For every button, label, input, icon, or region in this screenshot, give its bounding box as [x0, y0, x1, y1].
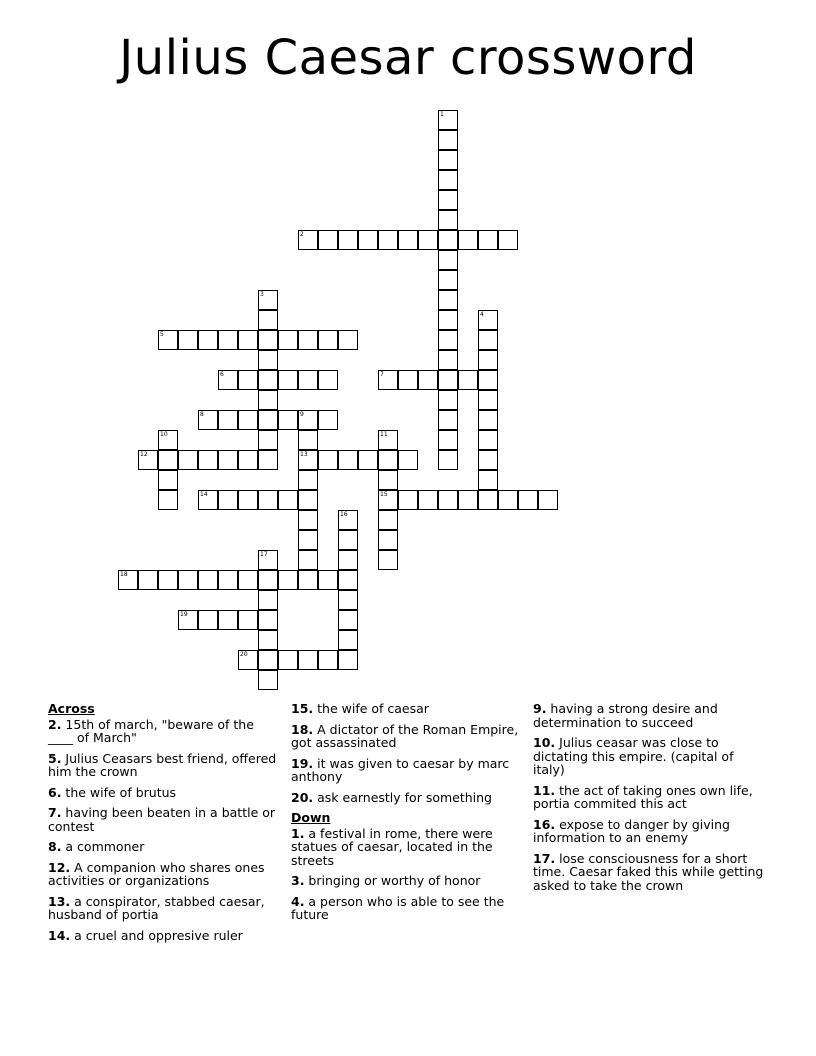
grid-cell[interactable] [438, 310, 458, 330]
cell-number: 3 [260, 291, 264, 298]
clue-item [291, 723, 523, 750]
grid-cell[interactable] [378, 450, 398, 470]
grid-cell[interactable] [218, 450, 238, 470]
cell-number: 2 [300, 231, 304, 238]
grid-cell[interactable] [478, 390, 498, 410]
clue-item [291, 874, 523, 888]
cell-number: 12 [140, 451, 148, 458]
clue-item [48, 861, 278, 888]
clue-text: a cruel and oppresive ruler [70, 927, 243, 943]
grid-cell[interactable] [438, 430, 458, 450]
cell-number: 14 [200, 491, 208, 498]
grid-cell[interactable] [178, 330, 198, 350]
grid-cell[interactable] [318, 570, 338, 590]
grid-cell[interactable] [338, 510, 358, 530]
grid-cell[interactable] [258, 630, 278, 650]
cell-number: 9 [300, 411, 304, 418]
grid-cell[interactable] [418, 230, 438, 250]
grid-cell[interactable] [298, 470, 318, 490]
grid-cell[interactable] [478, 450, 498, 470]
clue-item [48, 786, 278, 800]
grid-cell[interactable] [478, 350, 498, 370]
grid-cell[interactable] [438, 330, 458, 350]
grid-cell[interactable] [438, 130, 458, 150]
grid-cell[interactable] [378, 470, 398, 490]
cell-number: 8 [200, 411, 204, 418]
grid-cell[interactable] [438, 350, 458, 370]
cell-number: 11 [380, 431, 388, 438]
clue-number: 14. [48, 927, 71, 943]
grid-cell[interactable] [218, 570, 238, 590]
grid-cell[interactable] [258, 330, 278, 350]
cell-number: 10 [160, 431, 168, 438]
clue-text: the act of taking ones own life, portia commited this act [533, 782, 753, 811]
clue-number: 2. [48, 716, 62, 732]
grid-cell[interactable] [358, 450, 378, 470]
clue-item [48, 895, 278, 922]
clue-number: 9. [533, 701, 547, 716]
cell-number: 18 [120, 571, 128, 578]
grid-cell[interactable] [458, 230, 478, 250]
cell-number: 5 [160, 331, 164, 338]
clue-item [533, 736, 769, 777]
cell-number: 15 [380, 491, 388, 498]
clue-item [48, 718, 278, 745]
clue-text: the wife of brutus [61, 784, 177, 800]
grid-cell[interactable] [218, 330, 238, 350]
grid-cell[interactable] [378, 510, 398, 530]
grid-cell[interactable] [258, 570, 278, 590]
grid-cell[interactable] [298, 370, 318, 390]
grid-cell[interactable] [258, 370, 278, 390]
clue-text: the wife of caesar [313, 701, 429, 716]
grid-cell[interactable] [338, 230, 358, 250]
clue-number: 17. [533, 850, 556, 866]
grid-cell[interactable] [498, 490, 518, 510]
clue-number: 11. [533, 782, 556, 798]
clue-number: 6. [48, 784, 62, 800]
cell-number: 1 [440, 111, 444, 118]
grid-cell[interactable] [318, 330, 338, 350]
grid-cell[interactable] [278, 330, 298, 350]
grid-cell[interactable] [258, 450, 278, 470]
grid-cell[interactable] [378, 430, 398, 450]
grid-cell[interactable] [438, 270, 458, 290]
grid-cell[interactable] [218, 370, 238, 390]
grid-cell[interactable] [438, 150, 458, 170]
clue-column-3 [533, 702, 769, 899]
page-title: Julius Caesar crossword [119, 30, 697, 86]
grid-cell[interactable] [338, 630, 358, 650]
clue-text: ask earnestly for something [313, 789, 492, 805]
cell-number: 19 [180, 611, 188, 618]
grid-cell[interactable] [278, 370, 298, 390]
cell-number: 13 [300, 451, 308, 458]
grid-cell[interactable] [198, 570, 218, 590]
clue-text: A dictator of the Roman Empire, got assassinated [291, 721, 519, 750]
grid-cell[interactable] [198, 330, 218, 350]
grid-cell[interactable] [298, 330, 318, 350]
grid-cell[interactable] [278, 650, 298, 670]
grid-cell[interactable] [478, 230, 498, 250]
grid-cell[interactable] [298, 510, 318, 530]
grid-cell[interactable] [438, 450, 458, 470]
grid-cell[interactable] [258, 430, 278, 450]
grid-cell[interactable] [158, 330, 178, 350]
grid-cell[interactable] [158, 490, 178, 510]
grid-cell[interactable] [258, 490, 278, 510]
clue-number: 1. [291, 825, 305, 841]
grid-cell[interactable] [238, 490, 258, 510]
grid-cell[interactable] [378, 230, 398, 250]
grid-cell[interactable] [158, 430, 178, 450]
grid-cell[interactable] [278, 570, 298, 590]
grid-cell[interactable] [318, 410, 338, 430]
grid-cell[interactable] [138, 570, 158, 590]
grid-cell[interactable] [198, 410, 218, 430]
clue-item [533, 852, 769, 893]
grid-cell[interactable] [338, 450, 358, 470]
clue-text: a festival in rome, there were statues of caesar, located in the streets [291, 825, 493, 868]
grid-cell[interactable] [318, 650, 338, 670]
grid-cell[interactable] [458, 370, 478, 390]
grid-cell[interactable] [198, 610, 218, 630]
grid-cell[interactable] [318, 230, 338, 250]
grid-cell[interactable] [458, 490, 478, 510]
grid-cell[interactable] [258, 650, 278, 670]
clue-number: 16. [533, 816, 556, 832]
grid-cell[interactable] [438, 250, 458, 270]
clue-item [48, 929, 278, 943]
grid-cell[interactable] [298, 430, 318, 450]
clue-number: 20. [291, 789, 314, 805]
grid-cell[interactable] [238, 410, 258, 430]
grid-cell[interactable] [238, 650, 258, 670]
grid-cell[interactable] [238, 330, 258, 350]
clue-number: 15. [291, 701, 314, 716]
clue-text: Julius Ceasars best friend, offered him the crown [48, 750, 277, 779]
clue-text: expose to danger by giving information to an enemy [533, 816, 730, 845]
grid-cell[interactable] [218, 490, 238, 510]
clue-number: 19. [291, 755, 314, 771]
grid-cell[interactable] [178, 450, 198, 470]
grid-cell[interactable] [418, 370, 438, 390]
grid-cell[interactable] [338, 650, 358, 670]
grid-cell[interactable] [238, 570, 258, 590]
grid-cell[interactable] [158, 570, 178, 590]
clue-item [291, 757, 523, 784]
clue-number: 18. [291, 721, 314, 737]
grid-cell[interactable] [398, 370, 418, 390]
clue-text: 15th of march, "beware of the ____ of March" [48, 716, 254, 745]
clue-text: lose consciousness for a short time. Caesar faked this while getting asked to take the crown [533, 850, 764, 893]
grid-cell[interactable] [378, 490, 398, 510]
clue-text: bringing or worthy of honor [304, 873, 481, 888]
clue-text: a commoner [61, 839, 145, 854]
grid-cell[interactable] [398, 490, 418, 510]
clue-text: Julius ceasar was close to dictating this empire. (capital of italy) [533, 735, 734, 777]
down-heading: Down [291, 810, 331, 825]
grid-cell[interactable] [238, 370, 258, 390]
grid-cell[interactable] [178, 610, 198, 630]
grid-cell[interactable] [218, 410, 238, 430]
grid-cell[interactable] [258, 350, 278, 370]
grid-cell[interactable] [438, 370, 458, 390]
across-heading: Across [48, 701, 95, 716]
grid-cell[interactable] [438, 110, 458, 130]
grid-cell[interactable] [478, 430, 498, 450]
grid-cell[interactable] [298, 410, 318, 430]
grid-cell[interactable] [478, 310, 498, 330]
clue-text: it was given to caesar by marc anthony [291, 755, 510, 784]
clue-number: 10. [533, 735, 556, 750]
grid-cell[interactable] [158, 450, 178, 470]
clue-item [48, 806, 278, 833]
grid-cell[interactable] [518, 490, 538, 510]
grid-cell[interactable] [478, 470, 498, 490]
clue-text: A companion who shares ones activities or organizations [48, 859, 265, 888]
clue-column-2 [291, 702, 523, 929]
grid-cell[interactable] [338, 590, 358, 610]
clue-number: 7. [48, 805, 62, 820]
grid-cell[interactable] [338, 570, 358, 590]
grid-cell[interactable] [438, 190, 458, 210]
clue-text: a conspirator, stabbed caesar, husband of portia [48, 893, 265, 922]
grid-cell[interactable] [258, 390, 278, 410]
grid-cell[interactable] [398, 230, 418, 250]
grid-cell[interactable] [298, 450, 318, 470]
cell-number: 7 [380, 371, 384, 378]
cell-number: 16 [340, 511, 348, 518]
grid-cell[interactable] [158, 470, 178, 490]
grid-cell[interactable] [378, 550, 398, 570]
grid-cell[interactable] [278, 410, 298, 430]
grid-cell[interactable] [258, 410, 278, 430]
grid-cell[interactable] [278, 490, 298, 510]
clue-item [291, 895, 523, 922]
grid-cell[interactable] [258, 550, 278, 570]
clue-number: 13. [48, 893, 71, 909]
grid-cell[interactable] [378, 370, 398, 390]
grid-cell[interactable] [538, 490, 558, 510]
grid-cell[interactable] [238, 450, 258, 470]
clue-text: a person who is able to see the future [291, 893, 505, 922]
cell-number: 4 [480, 311, 484, 318]
grid-cell[interactable] [238, 610, 258, 630]
grid-cell[interactable] [358, 230, 378, 250]
grid-cell[interactable] [258, 290, 278, 310]
clue-item [533, 702, 769, 729]
clue-number: 8. [48, 839, 62, 854]
grid-cell[interactable] [298, 530, 318, 550]
cell-number: 17 [260, 551, 268, 558]
cell-number: 6 [220, 371, 224, 378]
clue-item [48, 840, 278, 854]
grid-cell[interactable] [298, 230, 318, 250]
grid-cell[interactable] [298, 550, 318, 570]
grid-cell[interactable] [258, 590, 278, 610]
grid-cell[interactable] [298, 490, 318, 510]
grid-cell[interactable] [198, 450, 218, 470]
grid-cell[interactable] [178, 570, 198, 590]
grid-cell[interactable] [438, 490, 458, 510]
clue-number: 3. [291, 873, 305, 888]
grid-cell[interactable] [438, 210, 458, 230]
grid-cell[interactable] [298, 650, 318, 670]
grid-cell[interactable] [258, 670, 278, 690]
cell-number: 20 [240, 651, 248, 658]
clue-text: having a strong desire and determination to succeed [533, 701, 718, 730]
grid-cell[interactable] [398, 450, 418, 470]
clue-text: having been beaten in a battle or contest [48, 805, 276, 834]
grid-cell[interactable] [338, 610, 358, 630]
grid-cell[interactable] [198, 490, 218, 510]
grid-cell[interactable] [478, 370, 498, 390]
clue-item [48, 752, 278, 779]
grid-cell[interactable] [478, 490, 498, 510]
grid-cell[interactable] [258, 310, 278, 330]
grid-cell[interactable] [138, 450, 158, 470]
grid-cell[interactable] [478, 330, 498, 350]
grid-cell[interactable] [298, 570, 318, 590]
clue-item [291, 702, 523, 716]
grid-cell[interactable] [338, 550, 358, 570]
clue-column-1 [48, 702, 278, 949]
grid-cell[interactable] [378, 530, 398, 550]
grid-cell[interactable] [338, 530, 358, 550]
clue-item [291, 827, 523, 868]
grid-cell[interactable] [478, 410, 498, 430]
grid-cell[interactable] [118, 570, 138, 590]
grid-cell[interactable] [438, 390, 458, 410]
clue-number: 4. [291, 893, 305, 909]
grid-cell[interactable] [258, 610, 278, 630]
grid-cell[interactable] [418, 490, 438, 510]
grid-cell[interactable] [438, 290, 458, 310]
grid-cell[interactable] [318, 370, 338, 390]
clue-item [291, 791, 523, 805]
clue-item [533, 784, 769, 811]
grid-cell[interactable] [318, 450, 338, 470]
clue-number: 5. [48, 750, 62, 766]
grid-cell[interactable] [498, 230, 518, 250]
grid-cell[interactable] [338, 330, 358, 350]
grid-cell[interactable] [438, 230, 458, 250]
clue-item [533, 818, 769, 845]
grid-cell[interactable] [438, 170, 458, 190]
grid-cell[interactable] [218, 610, 238, 630]
grid-cell[interactable] [438, 410, 458, 430]
clue-number: 12. [48, 859, 71, 875]
